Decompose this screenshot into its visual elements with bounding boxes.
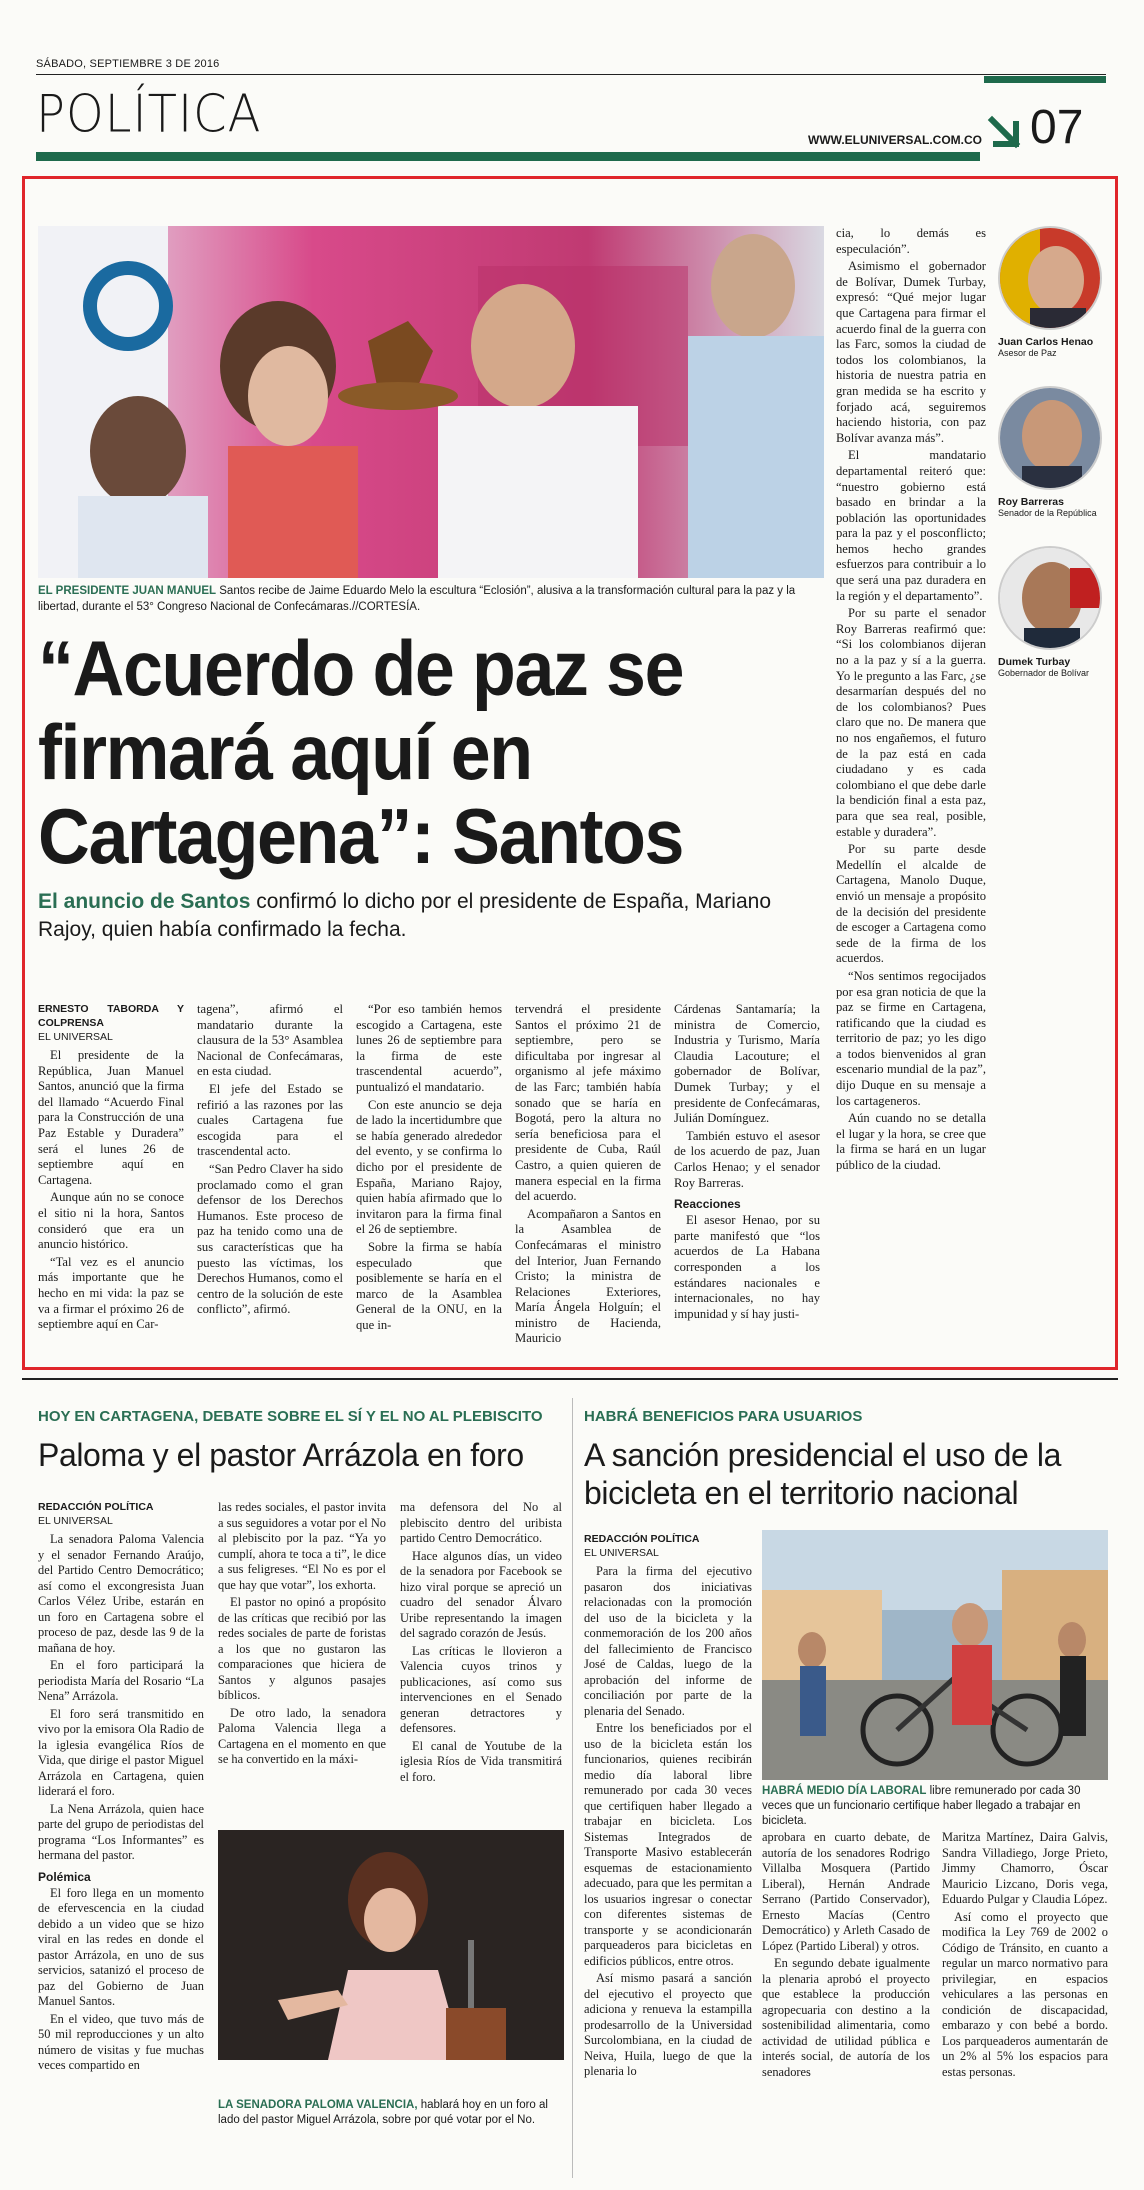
header-rule — [36, 74, 1106, 75]
paragraph: aprobara en cuarto debate, de autoría de los senadores Rodrigo Villalba Mosquera (Partido Liberal), Hernán Andrade Serrano (Partido Conservador), Ernesto Macías (Centro Democrático) y Arleth Casado de López (Partido Liberal) y otros. — [762, 1830, 930, 1953]
story2-photo — [218, 1830, 564, 2060]
mug-barreras — [998, 386, 1110, 519]
reacciones-subhead: Reacciones — [674, 1197, 741, 1212]
paragraph: Acompañaron a Santos en la Asamblea de Confecámaras el ministro del Interior, Juan Fernando Cristo; la ministra de Relaciones Exteriores, María Ángela Holguín; el ministro de Hacienda, Mauricio — [515, 1206, 661, 1346]
main-photo-caption — [38, 583, 828, 615]
header-green-bar — [984, 76, 1106, 83]
paragraph: También estuvo el asesor de los acuerdo de paz, Juan Carlos Henao; y el senador Roy Barreras. — [674, 1128, 820, 1190]
paragraph: ma defensora del No al plebiscito dentro del uribista partido Centro Democrático. — [400, 1500, 562, 1545]
paragraph: El jefe del Estado se refirió a las razones por las cuales Cartagena fue escogida para el trascendental acto. — [197, 1081, 343, 1159]
paragraph: Aunque aún no se conoce el sitio ni la hora, Santos consideró que era un anuncio histórico. — [38, 1190, 184, 1252]
paragraph: tervendrá el presidente Santos el próximo 21 de septiembre, pero se dificultaba por ingresar al organismo al jefe máximo de las Farc; también había sonado que se haría en Bogotá, pero la altura no sería beneficiosa para el presidente de Cuba, Raúl Castro, a quien quieren de manera especial en la firma del acuerdo. — [515, 1002, 661, 1204]
byline-author: REDACCIÓN POLÍTICA — [584, 1533, 700, 1545]
main-column-3 — [356, 1002, 502, 1335]
caption-text: hablará hoy en un foro al lado del pastor Miguel Arrázola, sobre por qué votar por el No. — [218, 2099, 548, 2126]
mug-role: Asesor de Paz — [998, 348, 1057, 358]
edition-date: SÁBADO, SEPTIEMBRE 3 DE 2016 — [36, 58, 220, 70]
arrow-down-right-icon — [986, 112, 1026, 152]
paragraph: “Tal vez es el anuncio más importante que he hecho en mi vida: la paz se va a firmar el próximo 26 de septiembre aquí en Car- — [38, 1254, 184, 1332]
paragraph: El mandatario departamental reiteró que: “nuestro gobierno está basado en brindar a la población las oportunidades para la paz y el posconflicto; hemos hecho grandes esfuerzos para contribuir a lo que será una paz duradera en la región y el departamento”. — [836, 448, 986, 603]
byline-authors: ERNESTO TABORDA Y COLPRENSA — [38, 1003, 184, 1029]
mug-turbay — [998, 546, 1110, 679]
paragraph: En segundo debate igualmente la plenaria aprobó el proyecto que establece la producción agropecuaria con destino a la sostenibilidad alimentaria, como actividad de utilidad pública e interés social, de autoría de los senadores — [762, 1956, 930, 2079]
paragraph: Por su parte el senador Roy Barreras reafirmó que: “Si los colombianos dijeran no a la paz y sí a la guerra. Yo le pregunto a las Farc, ¿se desarmarían después del no de los colombianos? Pues claro que no. De manera que no nos engañemos, el futuro de la paz está en cada ciudadano y es cada colombiano el que debe darle la bendición final a esta paz, para que sea real, posible, estable y duradera”. — [836, 606, 986, 839]
paragraph: El asesor Henao, por su parte manifestó que “los acuerdos de La Habana corresponden a los estándares nacionales e internacionales, no hay impunidad y sí hay justi- — [674, 1213, 820, 1321]
caption-lead: HABRÁ MEDIO DÍA LABORAL — [762, 1785, 927, 1797]
main-column-6 — [836, 226, 986, 1176]
story3-column-3 — [942, 1830, 1108, 2082]
story2-caption — [218, 2098, 564, 2128]
paragraph: Para la firma del ejecutivo pasaron dos iniciativas relacionadas con la promoción del uso de la bicicleta y la conmemoración de los 200 años del fallecimiento de Francisco José de Caldas, luego de la aprobación del informe de conciliación por parte de la plenaria del Senado. — [584, 1564, 752, 1718]
portrait-barreras — [998, 386, 1102, 490]
main-column-5 — [674, 1002, 820, 1324]
byline-outlet: EL UNIVERSAL — [584, 1547, 659, 1559]
paragraph: Con este anuncio se deja de lado la incertidumbre que se había generado alrededor del evento, y se confirma lo dicho por el presidente de España, Mariano Rajoy, quien había afirmado que lo invitaron para la firma final el 26 de septiembre. — [356, 1097, 502, 1237]
mug-name: Dumek Turbay — [998, 656, 1071, 668]
caption-lead: LA SENADORA PALOMA VALENCIA, — [218, 2099, 418, 2111]
story3-photo — [762, 1530, 1108, 1780]
paragraph: “Por eso también hemos escogido a Cartagena, este lunes 26 de septiembre para la firma de este trascendental acuerdo”, puntualizó el mandatario. — [356, 1002, 502, 1094]
column-divider — [572, 1398, 573, 2178]
portrait-henao — [998, 226, 1102, 330]
paragraph: “San Pedro Claver ha sido proclamado como el gran defensor de los Derechos Humanos. Este proceso de paz ha tenido como una de sus características que ha puesto las víctimas, los Derechos Humanos, como el centro de la solución de este conflicto”, afirmó. — [197, 1161, 343, 1317]
paragraph: El presidente de la República, Juan Manuel Santos, anunció que la firma del llamado “Acuerdo Final para la Construcción de una Paz Estable y Duradera” será el lunes 26 de septiembre aquí en Cartagena. — [38, 1048, 184, 1187]
paragraph: De otro lado, la senadora Paloma Valencia llega a Cartagena en el momento en que se ha convertido en la máxi- — [218, 1705, 386, 1766]
paragraph: las redes sociales, el pastor invita a sus seguidores a votar por el No al plebiscito por la paz. “Ya yo cumplí, ahora te toca a ti”, le dice a sus feligreses. “El No es por el que hay que votar”, los exhorta. — [218, 1500, 386, 1592]
caption-lead: EL PRESIDENTE JUAN MANUEL — [38, 585, 217, 597]
paragraph: Aún cuando no se detalla el lugar y la hora, se cree que la firma se hará en un lugar público de la ciudad. — [836, 1111, 986, 1173]
main-headline: “Acuerdo de paz se firmará aquí en Cartagena”: Santos — [38, 624, 684, 880]
paragraph: El pastor no opinó a propósito de las críticas que recibió por las redes sociales de parte de foristas a los que no gustaron las comparaciones que hiciera de Santos y algunos pasajes bíblicos. — [218, 1595, 386, 1702]
paragraph: El canal de Youtube de la iglesia Ríos de Vida transmitirá el foro. — [400, 1738, 562, 1784]
mug-name: Juan Carlos Henao — [998, 336, 1094, 348]
paragraph: La Nena Arrázola, quien hace parte del grupo de periodistas del programa “Los Informantes” es hermana del pastor. — [38, 1801, 204, 1862]
section-green-bar — [36, 152, 980, 161]
section-title: POLÍTICA — [36, 84, 262, 145]
story3-column-1 — [584, 1532, 752, 2082]
paragraph: El foro será transmitido en vivo por la emisora Ola Radio de la iglesia evangélica Ríos de Vida, que dirige el pastor Miguel Arrázola en Cartagena, quien liderará el foro. — [38, 1706, 204, 1798]
paragraph: El foro llega en un momento de efervescencia en la ciudad debido a un video que se hizo viral en las redes en donde el pastor Arrázola, en uno de sus servicios, satanizó el proceso de paz del Gobierno de Juan Manuel Santos. — [38, 1885, 204, 2008]
paragraph: Asimismo el gobernador de Bolívar, Dumek Turbay, expresó: “Qué mejor lugar que Cartagena para firmar el acuerdo final de la guerra con las Farc, somos la ciudad de todos los colombianos, la historia de nuestra patria en gran medida se ha escrito y forjado acá, seguiremos haciendo historia, con paz Bolívar avanza más”. — [836, 259, 986, 445]
mug-name: Roy Barreras — [998, 496, 1064, 508]
story2-kicker: HOY EN CARTAGENA, DEBATE SOBRE EL SÍ Y EL NO AL PLEBISCITO — [38, 1408, 543, 1425]
portrait-turbay — [998, 546, 1102, 650]
paragraph: La senadora Paloma Valencia y el senador Fernando Araújo, del Partido Centro Democrático; así como el excongresista Juan Carlos Vélez Uribe, estarán en un foro en Cartagena sobre el proceso de paz, desde las 9 de la mañana de hoy. — [38, 1532, 204, 1655]
story3-caption — [762, 1784, 1108, 1829]
main-column-1 — [38, 1002, 184, 1335]
caption-text: Santos recibe de Jaime Eduardo Melo la escultura “Eclosión”, alusiva a la transformación cultural para la paz y la libertad, durante el 53° Congreso Nacional de Confecámaras.//CORTESÍA. — [38, 585, 796, 613]
mug-henao — [998, 226, 1110, 359]
story3-byline — [584, 1532, 752, 1560]
byline-outlet: EL UNIVERSAL — [38, 1515, 113, 1527]
paragraph: Así como el proyecto que modifica la Ley 769 de 2002 o Código de Tránsito, en cuanto a regular un marco normativo para privilegiar, en espacios vehiculares a las personas en condición de discapacidad, embarazo y con bebé a bordo. Los parqueaderos aumentarán de un 2% al 5% los espacios para estas personas. — [942, 1909, 1108, 2079]
story3-kicker: HABRÁ BENEFICIOS PARA USUARIOS — [584, 1408, 863, 1425]
story3-column-2 — [762, 1830, 930, 2082]
mug-role: Gobernador de Bolívar — [998, 668, 1090, 678]
polemica-subhead: Polémica — [38, 1869, 91, 1884]
paragraph: cia, lo demás es especulación”. — [836, 226, 986, 256]
main-column-2 — [197, 1002, 343, 1320]
paragraph: Entre los beneficiados por el uso de la bicicleta están los funcionarios, quienes recibirán medio día laboral libre remunerado por cada 30 veces que certifiquen haber llegado a trabajar en bicicleta. Los Sistemas Integrados de Transporte Masivo establecerán esquemas de estacionamiento adecuado, para que les permitan a los usuarios ingresar o conectar con diferentes sistemas de transporte y se acondicionarán parqueaderos para bicicletas en edificios públicos, entre otros. — [584, 1721, 752, 1968]
main-byline — [38, 1002, 184, 1044]
paragraph: Maritza Martínez, Daira Galvis, Sandra Villadiego, Jorge Prieto, Jimmy Chamorro, Óscar Mauricio Lizcano, Doris vega, Eduardo Pulgar y Claudia López. — [942, 1830, 1108, 1906]
paragraph: Hace algunos días, un video de la senadora por Facebook se hizo viral porque se apreció un cuadro del senador Álvaro Uribe representando la imagen del sagrado corazón de Jesús. — [400, 1548, 562, 1640]
caption-text: libre remunerado por cada 30 veces que un funcionario certifique haber llegado a trabajar en bicicleta. — [762, 1785, 1081, 1827]
byline-outlet: EL UNIVERSAL — [38, 1031, 113, 1043]
deck-text: confirmó lo dicho por el presidente de España, Mariano Rajoy, quien había confirmado la fecha. — [38, 890, 772, 941]
story2-headline: Paloma y el pastor Arrázola en foro — [38, 1437, 524, 1473]
paragraph: Por su parte desde Medellín el alcalde de Cartagena, Manolo Duque, envió un mensaje a propósito de la decisión del presidente de escoger a Cartagena como sede de la firma de los acuerdos. — [836, 842, 986, 966]
paragraph: Las críticas le llovieron a Valencia cuyos trinos y publicaciones, así como sus intervenciones en el Senado generan detractores y defensores. — [400, 1643, 562, 1735]
paragraph: En el foro participará la periodista María del Rosario “La Nena” Arrázola. — [38, 1658, 204, 1703]
main-photo — [38, 226, 824, 578]
page-number: 07 — [1030, 101, 1084, 154]
story2-column-1 — [38, 1500, 204, 2076]
paragraph: tagena”, afirmó el mandatario durante la clausura de la 53° Asamblea Nacional de Confecámaras, en esta ciudad. — [197, 1002, 343, 1079]
story2-byline — [38, 1500, 204, 1528]
paragraph: En el video, que tuvo más de 50 mil reproducciones y un alto número de visitas y fue muchas veces compartido en — [38, 2011, 204, 2072]
story2-column-2 — [218, 1500, 386, 1770]
story3-headline: A sanción presidencial el uso de la bicicleta en el territorio nacional — [584, 1437, 1061, 1511]
site-url[interactable]: WWW.ELUNIVERSAL.COM.CO — [808, 133, 982, 147]
main-column-4 — [515, 1002, 661, 1349]
deck-lead: El anuncio de Santos — [38, 890, 251, 913]
byline-author: REDACCIÓN POLÍTICA — [38, 1501, 154, 1513]
main-deck — [38, 888, 798, 944]
paragraph: Sobre la firma se había especulado que posiblemente se haría en el marco de la Asamblea General de la ONU, en la que in- — [356, 1239, 502, 1332]
story2-column-3 — [400, 1500, 562, 1787]
paragraph: Cárdenas Santamaría; la ministra de Comercio, Industria y Turismo, María Claudia Lacouture; el gobernador de Bolívar, Dumek Turbay; y el presidente de Confecámaras, Julián Domínguez. — [674, 1002, 820, 1126]
section-divider — [22, 1378, 1118, 1380]
paragraph: Así mismo pasará a sanción del ejecutivo el proyecto que adiciona y renueva la estampilla prodesarrollo de la Universidad Surcolombiana, en la ciudad de Neiva, Huila, luego de que la plenaria lo — [584, 1971, 752, 2078]
mug-role: Senador de la República — [998, 508, 1097, 518]
paragraph: “Nos sentimos regocijados por esa gran noticia de que la paz se firme en Cartagena, ratificando que la ciudad es territorio de paz; yo les digo a todos bienvenidos al gran escenario mundial de la paz”, dijo Duque en su mensaje a los cartageneros. — [836, 968, 986, 1108]
